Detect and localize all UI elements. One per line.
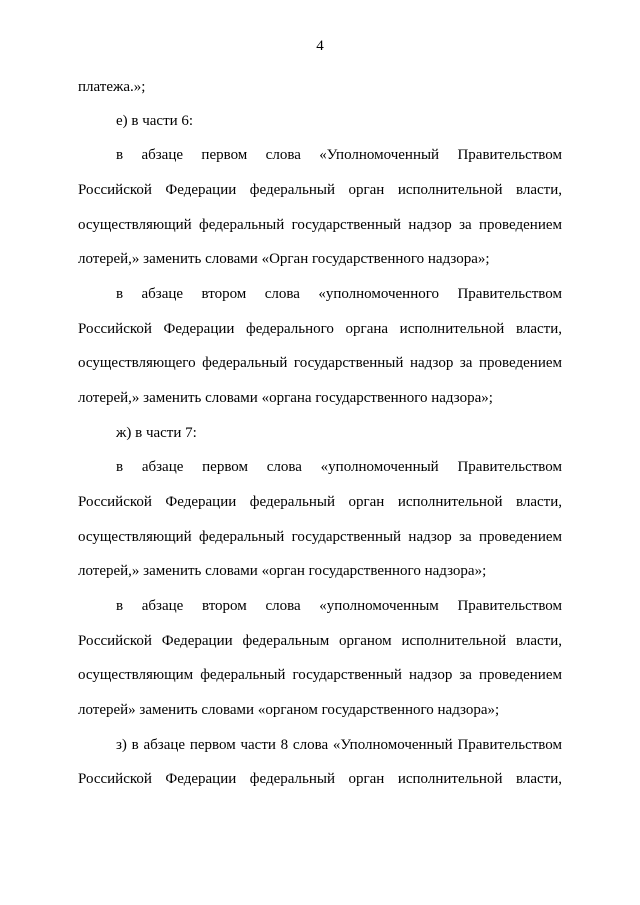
text-line: в абзаце втором слова «уполномоченного Правительством [116,286,562,302]
list-item-heading: ж) в части 7: [116,425,197,441]
text-line: лотерей,» заменить словами «орган государственного надзора»; [78,563,487,579]
text-line: лотерей,» заменить словами «органа государственного надзора»; [78,390,493,406]
text-line: в абзаце первом слова «уполномоченный Правительством [116,459,562,475]
text-line: Российской Федерации федеральный орган исполнительной власти, [78,771,562,787]
text-line: осуществляющий федеральный государственный надзор за проведением [78,217,562,233]
text-line: Российской Федерации федерального органа исполнительной власти, [78,321,562,337]
text-line: в абзаце втором слова «уполномоченным Правительством [116,598,562,614]
text-line: платежа.»; [78,79,146,95]
text-line: осуществляющего федеральный государственный надзор за проведением [78,355,562,371]
text-line: осуществляющим федеральный государственный надзор за проведением [78,667,562,683]
text-line: Российской Федерации федеральный орган исполнительной власти, [78,182,562,198]
text-line: в абзаце первом слова «Уполномоченный Правительством [116,147,562,163]
text-line: лотерей» заменить словами «органом государственного надзора»; [78,702,500,718]
text-line: лотерей,» заменить словами «Орган государственного надзора»; [78,251,490,267]
page-number: 4 [316,38,324,54]
text-line: Российской Федерации федеральный орган исполнительной власти, [78,494,562,510]
text-line: з) в абзаце первом части 8 слова «Уполномоченный Правительством [116,737,562,753]
text-line: Российской Федерации федеральным органом исполнительной власти, [78,633,562,649]
list-item-heading: е) в части 6: [116,113,194,129]
text-line: осуществляющий федеральный государственный надзор за проведением [78,529,562,545]
